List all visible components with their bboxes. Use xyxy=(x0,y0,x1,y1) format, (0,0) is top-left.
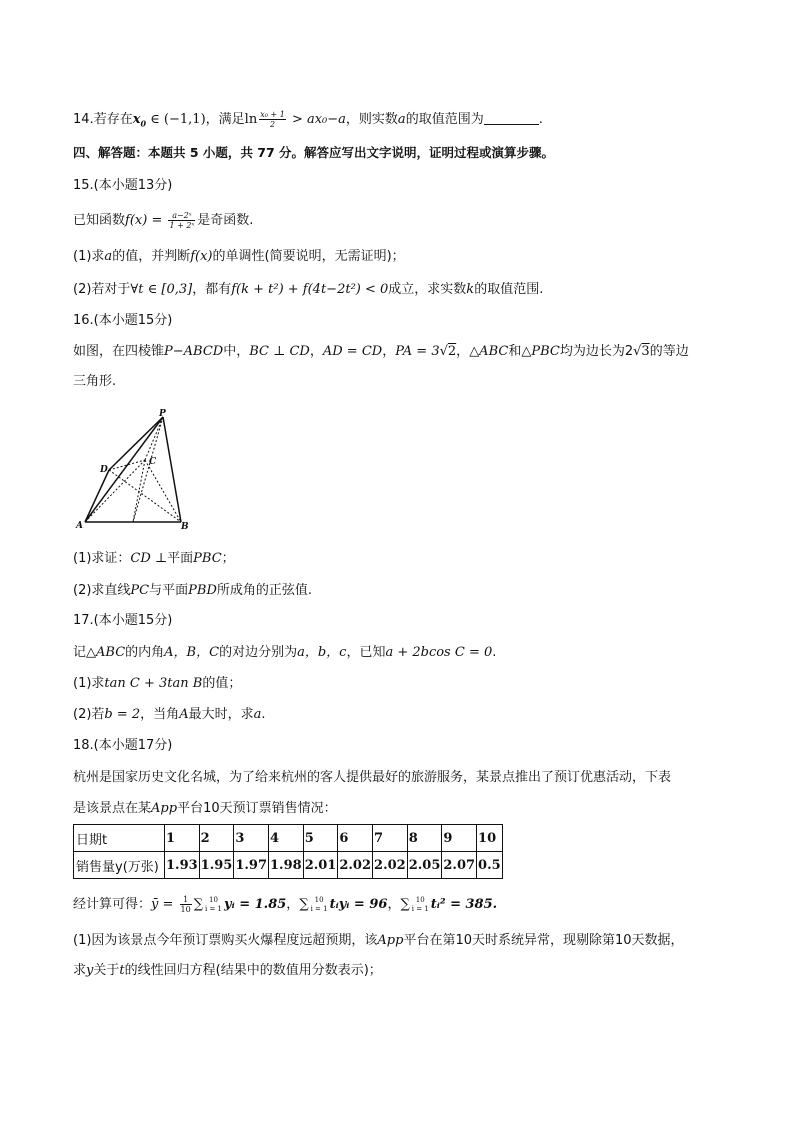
q15-header: 15.(本小题13分) xyxy=(73,178,173,193)
q15-fraction: $\frac{\text{a−2ˣ}}{\text{1 + 2ˣ}}$ xyxy=(169,211,195,230)
edge-da xyxy=(85,470,109,522)
q17-part1: (1)求tan C + 3tan B的值； xyxy=(73,676,242,691)
table-row: 销售量y(万张) 1.93 1.95 1.97 1.98 2.01 2.02 2.02 2.05 2.07 0.5 xyxy=(74,852,503,879)
row-label-sales: 销售量y(万张) xyxy=(74,852,165,879)
q15-part1: (1)求a的值，并判断f(x)的单调性(简要说明，无需证明)； xyxy=(73,249,405,264)
label-c: C xyxy=(149,457,157,467)
q18-stem-line2: 是该景点在某App平台10天预订票销售情况： xyxy=(73,801,337,816)
q18-stats: 经计算可得：ȳ = $\frac{1}{10}$ ∑ 10 i = 1 yᵢ = 1.85，∑ 10 i = 1 tᵢyᵢ = 96，∑ 10 i = 1 tᵢ² = 385. xyxy=(73,895,498,914)
q15-part2: (2)若对于∀t ∈ [0,3]，都有f(k + t²) + f(4t−2t²) < 0成立，求实数k的取值范围. xyxy=(73,282,544,297)
q14-number: 14. xyxy=(73,112,94,127)
table-row: 日期t 1 2 3 4 5 6 7 8 9 10 xyxy=(74,825,503,852)
q16-part2: (2)求直线PC与平面PBD所成角的正弦值. xyxy=(73,583,313,598)
row-label-date: 日期t xyxy=(74,825,165,852)
q16-stem-line2: 三角形. xyxy=(73,374,117,389)
edge-db xyxy=(109,470,181,522)
edge-ca xyxy=(85,460,145,522)
edge-pa xyxy=(85,417,163,522)
q18-header: 18.(本小题17分) xyxy=(73,738,173,753)
q17-header: 17.(本小题15分) xyxy=(73,613,173,628)
pyramid-figure xyxy=(73,408,198,530)
q18-part1-line1: (1)因为该景点今年预订票购买火爆程度远超预期，该App平台在第10天时系统异常，现剔除第10天数据， xyxy=(73,933,684,948)
label-b: B xyxy=(181,522,189,530)
section-title: 四、解答题：本题共 5 小题，共 77 分。解答应写出文字说明，证明过程或演算步骤。 xyxy=(73,145,555,160)
q16-header: 16.(本小题15分) xyxy=(73,313,173,328)
q18-stem-line1: 杭州是国家历史文化名城，为了给来杭州的客人提供最好的旅游服务，某景点推出了预订优惠活动，下表 xyxy=(73,770,672,785)
q17-stem: 记△ABC的内角A，B，C的对边分别为a，b，c，已知a + 2bcos C = 0. xyxy=(73,645,497,660)
q14-fraction: $\frac{\text{x₀ + 1}}{2}$ xyxy=(260,110,285,129)
q16-part1: (1)求证：CD ⊥平面PBC； xyxy=(73,551,235,566)
answer-blank[interactable] xyxy=(484,112,539,125)
label-a: A xyxy=(76,521,83,530)
q16-stem-line1: 如图，在四棱锥P−ABCD中，BC ⊥ CD，AD = CD，PA = 3√2，△ABC和△PBC均为边长为2√3的等边 xyxy=(73,344,689,359)
label-p: P xyxy=(159,409,166,419)
q18-part1-line2: 求y关于t的线性回归方程(结果中的数值用分数表示)； xyxy=(73,963,382,978)
q15-stem: 已知函数f(x) = $\frac{\text{a−2ˣ}}{\text{1 + 2ˣ}}$ 是奇函数. xyxy=(73,211,254,230)
question-14: 14.若存在$x_0$ ∈ (−1,1)，满足ln $\frac{\text{x₀ + 1}}{2}$ > ax₀−a，则实数a的取值范围为 . xyxy=(73,110,543,129)
sales-table xyxy=(73,824,503,879)
q17-part2: (2)若b = 2，当角A最大时，求a. xyxy=(73,707,266,722)
label-d: D xyxy=(100,465,108,475)
edge-c-mid xyxy=(133,460,145,522)
